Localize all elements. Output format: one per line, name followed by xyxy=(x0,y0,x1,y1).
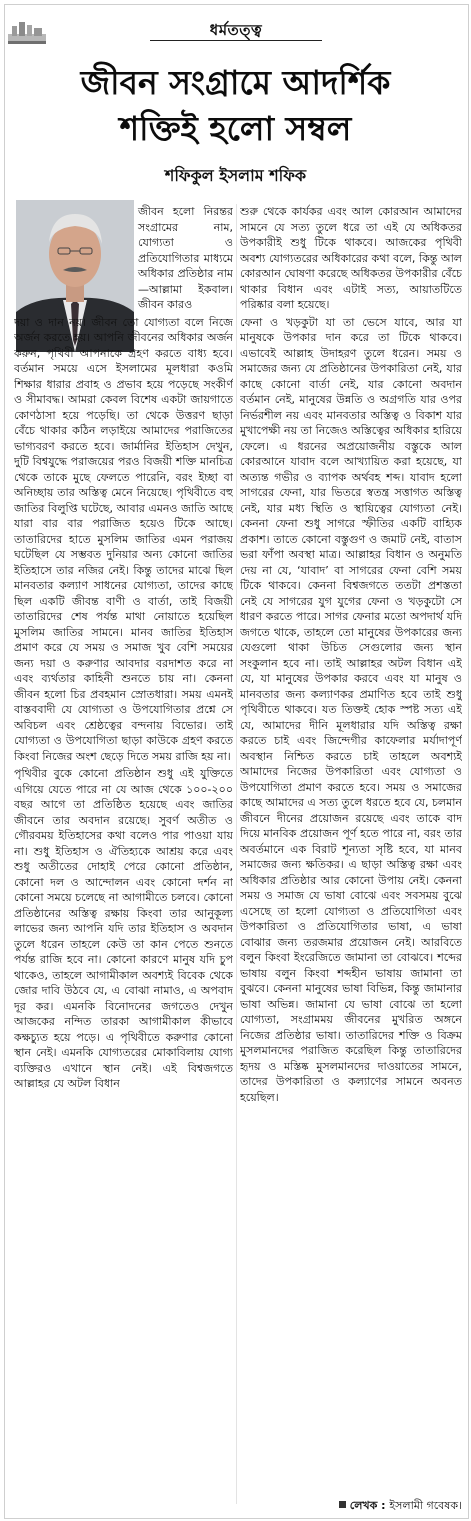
article-headline xyxy=(18,60,453,152)
headline-line-2: শক্তিই হলো সম্বল xyxy=(119,109,352,148)
author-credit-label: লেখক : xyxy=(349,1499,386,1512)
section-divider xyxy=(150,40,322,41)
article-column-left xyxy=(14,204,233,1510)
author-credit-role: ইসলামী গবেষক। xyxy=(389,1499,462,1512)
column-divider xyxy=(236,204,237,1504)
headline-line-1: জীবন সংগ্রামে আদর্শিক xyxy=(80,63,391,102)
author-byline: শফিকুল ইসলাম শফিক xyxy=(164,166,307,185)
body-paragraph: পৃথিবীর বুকে কোনো প্রতিষ্ঠান শুধু এই যুক্তিতে এগিয়ে যেতে পারে না যে আজ থেকে ১০০-২০০ বছর আগে তা প্রতিষ্ঠিত হয়েছে এবং জাতির জীবনে তার অবদান রয়েছে। সুবর্ণ অতীত ও গৌরবময় ইতিহাসের কথা বলেও পার পাওয়া যায় না। শুধু ইতিহাস ও ঐতিহ্যকে আশ্রয় করে এবং শুধু অতীতের দোহাই পেরে কোনো প্রতিষ্ঠান, কোনো দল ও আন্দোলন এবং কোনো দর্শন না কোনো সময়ে চলেছে না আগামীতে চলবে। কোনো প্রতিষ্ঠানের অস্তিত্ব রক্ষায় কিংবা তার আনুকূল্য লাভের জন্য আপনি যদি তার ইতিহাস ও অবদান তুলে ধরেন তাহলে কেউ তা কান পেতে শুনতে পর্যন্ত রাজি হবে না। কোনো কারণে মানুষ যদি চুপ থাকেও, তাহলে আগামীকাল অবশ্যই বিবেক থেকে জোর দাবি উঠবে যে, এ বোঝা নামাও, এ অপবাদ দূর কর। এমনকি বিনোদনের জগতেও দেখুন আজকের নন্দিত তারকা আগামীকাল কীভাবে কক্ষচ্যুত হয়ে পড়ে। এ পৃথিবীতে করুণার কোনো স্থান নেই। এমনকি যোগ্যতরের মোকাবিলায় যোগ্য ব্যক্তিরও এখানে স্থান নেই। এই বিশ্বজগতে আল্লাহর যে অটল বিধান xyxy=(14,767,233,1090)
square-bullet-icon xyxy=(339,1501,346,1508)
article-column-right xyxy=(240,204,462,1488)
section-header xyxy=(0,0,471,50)
body-paragraph: শুরু থেকে কার্যকর এবং আল কোরআন আমাদের সামনে যে সত্য তুলে ধরে তা এই যে অধিকতর উপকারীই শুধু টিকে থাকবে। আজকের পৃথিবী অবশ্য যোগ্যতরের অধিকারের কথা বলে, কিন্তু আল কোরআন ঘোষণা করেছে অধিকতর উপকারীর বেঁচে থাকার বিধান এবং এটাই সত্য, আয়াতটিতে পরিষ্কার বলা হয়েছে। xyxy=(240,205,462,311)
body-paragraph: দয়া ও দান নয়। জীবন তো যোগ্যতা বলে নিজে অর্জন করতে হয়। আপনি জীবনের অধিকার অর্জন করুন, পৃথিবী আপনাকে গ্রহণ করতে বাধ্য হবে। বর্তমান সময়ে এসে ইসলামের মূলধারা কওমি শিক্ষার ধারার প্রবাহ ও প্রভাব হয়ে পড়েছে সংকীর্ণ ও সীমাবদ্ধ। আমরা কেবল বিশেষ একটা জায়গাতে কোণঠাসা হয়ে পড়েছি। তা থেকে উত্তরণ ছাড়া বেঁচে থাকার কঠিন লড়াইয়ে আমাদের পরাজিতের ভাগ্যবরণ করতে হবে। জার্মানির ইতিহাস দেখুন, দুটি বিশ্বযুদ্ধে পরাজয়ের পরও বিজয়ী শক্তি মানচিত্র থেকে তাকে মুছে ফেলতে পারেনি, বরং ইচ্ছা বা অনিচ্ছায় তার অস্তিত্ব মেনে নিয়েছে। পৃথিবীতে বহু জাতির বিলুপ্তি ঘটেছে, আবার এমনও জাতি আছে যারা বার বার পরাজিত হয়েও টিকে আছে। তাতারিদের হাতে মুসলিম জাতির এমন পরাজয় ঘটেছিল যে সম্ভবত দুনিয়ার অন্য কোনো জাতির ইতিহাসে তার নজির নেই। কিন্তু তাদের মাঝে ছিল মানবতার কল্যাণ সাধনের যোগ্যতা, তাদের কাছে ছিল একটি জীবন্ত বাণী ও বার্তা, তাই বিজয়ী তাতারিদের শেষ পর্যন্ত মাথা নোয়াতে হয়েছিল মুসলিম জাতির সামনে। মানব জাতির ইতিহাস প্রমাণ করে যে সময় ও সমাজ খুব বেশি সময়ের জন্য দয়া ও করুণার আবদার বরদাশত করে না এবং ব্যর্থতার কাহিনী শুনতে চায় না। কেননা জীবন হলো চির প্রবহমান স্রোতধারা। সময় এমনই বাস্তববাদী যে যোগ্যতা ও উপযোগিতার প্রশ্নে সে অবিচল এবং শ্রেষ্ঠত্বের বন্দনায় বিভোর। তাই যোগ্যতা ও উপযোগিতা ছাড়া কাউকে গ্রহণ করতে কিংবা নিজের অংশ ছেড়ে দিতে সময় রাজি হয় না। xyxy=(14,315,233,763)
section-logo-icon xyxy=(8,22,46,44)
author-credit xyxy=(240,1497,462,1516)
section-label: ধর্মতত্ত্ব xyxy=(209,21,263,39)
lead-paragraph: জীবন হলো নিরন্তর সংগ্রামের নাম, যোগ্যতা ও প্রতিযোগিতার মাধ্যমে অধিকার প্রতিষ্ঠার নাম—আল্লামা ইকবাল। জীবন কারও xyxy=(138,205,233,311)
body-paragraph: ফেনা ও খড়কুটা যা তা ভেসে যাবে, আর যা মানুষকে উপকার দান করে তা টিকে থাকবে। এভাবেই আল্লাহ উদাহরণ তুলে ধরেন। সময় ও সমাজের জন্য যে প্রতিষ্ঠানের উপকারিতা নেই, যার কাছে কোনো বার্তা নেই, যার কোনো অবদান বর্তমান নেই, মানুষের উন্নতি ও অগ্রগতি যার ওপর নির্ভরশীল নয় এবং মানবতার অস্তিত্ব ও বিকাশ যার মুখাপেক্ষী নয় তা নিজেও অস্তিত্বের অধিকার হারিয়ে ফেলে। এ ধরনের অপ্রয়োজনীয় বস্তুকে আল কোরআনে যাবাদ বলে আখ্যায়িত করা হয়েছে, যা অত্যন্ত গভীর ও ব্যাপক অর্থবহ শব্দ। যাবাদ হলো সাগরের ফেনা, যার ভিতরে স্বতন্ত্র সত্তাগত অস্তিত্ব নেই, যার মধ্য স্থিতি ও স্থায়িত্বের যোগ্যতা নেই। কেননা ফেনা শুধু সাগরে স্ফীতির একটি বাহ্যিক প্রকাশ। তাতে কোনো বস্তুগুণ ও জমাট নেই, বাতাস ভরা ফাঁপা অবস্থা মাত্র। আল্লাহর বিধান ও অনুমতি দেয় না যে, ‘যাবাদ’ বা সাগরের ফেনা বেশি সময় টিকে থাকবে। কেননা বিশ্বজগতে ততটা প্রশস্ততা নেই যে সাগরের যুগ যুগের ফেনা ও খড়কুটো সে ধারণ করতে পারে। সাগর ফেনার মতো অপদার্থ যদি জগতে থাকে, তাহলে তো মানুষের উপকারের জন্য যেগুলো থাকা উচিত সেগুলোর জন্য স্থান সংকুলান হবে না। তাই আল্লাহর অটল বিধান এই যে, যা মানুষের উপকার করবে এবং যা মানুষ ও মানবতার জন্য কল্যাণকর প্রমাণিত হবে তাই শুধু পৃথিবীতে থাকবে। যত তিক্তই হোক স্পষ্ট সত্য এই যে, আমাদের দীনি মূলধারার যদি অস্তিত্ব রক্ষা করতে চাই এবং জিন্দেগীর কাফেলার মর্যাদাপূর্ণ অবস্থান নিশ্চিত করতে চাই তাহলে অবশ্যই আমাদের নিজের উপকারিতা এবং যোগ্যতা ও উপযোগিতা প্রমাণ করতে হবে। সময় ও সমাজের কাছে আমাদের এ সত্য তুলে ধরতে হবে যে, চলমান জীবনে দীনের প্রয়োজন রয়েছে এবং তাকে বাদ দিয়ে মানবিক প্রয়োজন পূর্ণ হতে পারে না, বরং তার অবর্তমানে এক বিরাট শূন্যতা সৃষ্টি হবে, যা মানব সমাজের জন্য ক্ষতিকর। এ ছাড়া অস্তিত্ব রক্ষা এবং অধিকার প্রতিষ্ঠার আর কোনো উপায় নেই। কেননা সময় ও সমাজ যে ভাষা বোঝে এবং সবসময় বুঝে এসেছে তা হলো যোগ্যতা ও প্রতিযোগিতা এবং উপকারিতা ও প্রতিযোগিতার ভাষা, এ ভাষা বোঝার জন্য তরজমার প্রয়োজন নেই। আরবিতে বলুন কিংবা ইংরেজিতে জামানা তা বোঝবে। শব্দের ভাষায় বলুন কিংবা শব্দহীন ভাষায় জামানা তা বুঝবে। কেননা মানুষের ভাষা বিভিন্ন, কিন্তু জামানার ভাষা অভিন্ন। জামানা যে ভাষা বোঝে তা হলো যোগ্যতা, সংগ্রামময় জীবনের মুখরিত অঙ্গনে নিজের প্রতিষ্ঠার ভাষা। তাতারিদের শক্তি ও বিক্রম মুসলমানদের পরাজিত করেছিল কিন্তু তাতারিদের হৃদয় ও মস্তিষ্ক মুসলমানদের দাওয়াতের সামনে, তাদের উপকারিতা ও কল্যাণের সামনে অবনত হয়েছিল। xyxy=(240,315,462,1104)
